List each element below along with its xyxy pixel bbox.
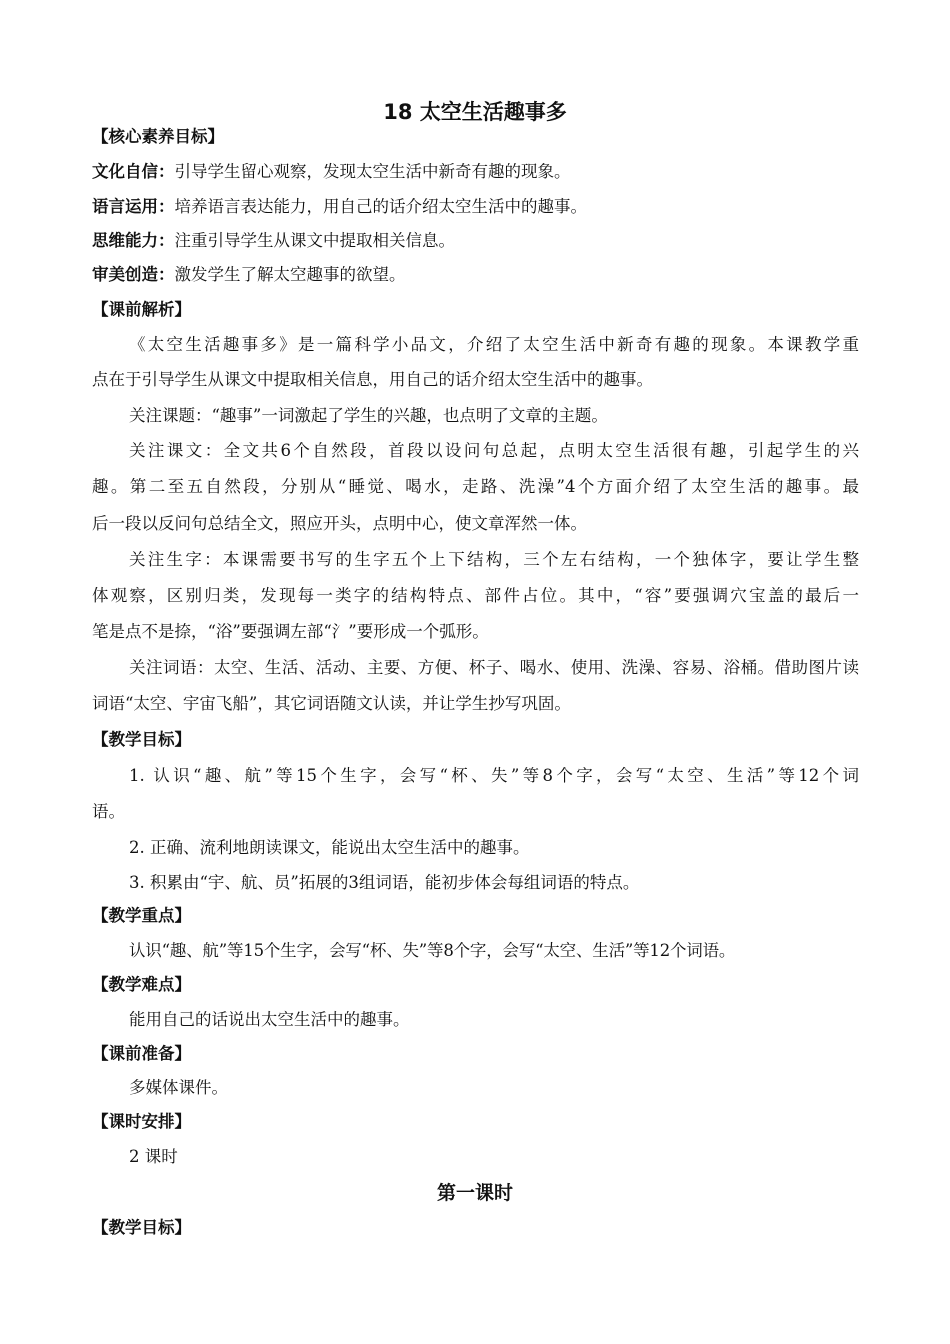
analysis-line: 趣。第二至五自然段，分别从“睡觉、喝水，走路、洗澡”4个方面介绍了太空生活的趣事。最 — [92, 477, 859, 496]
core-goal-aesthetic — [92, 263, 882, 287]
analysis-line: 关注课文：全文共6个自然段，首段以设问句总起，点明太空生活很有趣，引起学生的兴 — [129, 441, 859, 460]
lesson-goals-heading: 【教学目标】 — [92, 1218, 191, 1237]
difficulties-heading: 【教学难点】 — [92, 975, 191, 994]
analysis-line: 后一段以反问句总结全文，照应开头，点明中心，使文章浑然一体。 — [92, 514, 587, 533]
core-goal-language — [92, 195, 882, 219]
core-goals-heading: 【核心素养目标】 — [92, 127, 224, 146]
core-goal-label: 思维能力： — [92, 231, 175, 250]
difficulties-text: 能用自己的话说出太空生活中的趣事。 — [129, 1010, 410, 1029]
core-goal-label: 语言运用： — [92, 197, 175, 216]
lesson-title: 第一课时 — [436, 1182, 513, 1204]
core-goal-label: 审美创造： — [92, 265, 175, 284]
teaching-goal-item: 1. 认识“趣、航”等15个生字，会写“杯、失”等8个字，会写“太空、生活”等12个词 — [129, 766, 859, 785]
teaching-goal-item: 3. 积累由“宇、航、员”拓展的3组词语，能初步体会每组词语的特点。 — [129, 873, 640, 892]
analysis-line: 关注词语：太空、生活、活动、主要、方便、杯子、喝水、使用、洗澡、容易、浴桶。借助图片读 — [129, 658, 859, 677]
schedule-heading: 【课时安排】 — [92, 1112, 191, 1131]
analysis-line: 笔是点不是捺，“浴”要强调左部“氵”要形成一个弧形。 — [92, 622, 489, 641]
analysis-line: 点在于引导学生从课文中提取相关信息，用自己的话介绍太空生活中的趣事。 — [92, 370, 653, 389]
core-goal-culture — [92, 160, 882, 184]
key-points-heading: 【教学重点】 — [92, 906, 191, 925]
analysis-line: 关注课题：“趣事”一词激起了学生的兴趣，也点明了文章的主题。 — [129, 406, 608, 425]
core-goal-text: 注重引导学生从课文中提取相关信息。 — [174, 231, 455, 250]
key-points-text: 认识“趣、航”等15个生字，会写“杯、失”等8个字，会写“太空、生活”等12个词语。 — [129, 941, 736, 960]
core-goal-text: 激发学生了解太空趣事的欲望。 — [174, 265, 406, 284]
teaching-goal-item: 语。 — [92, 802, 125, 821]
page-title: 18 太空生活趣事多 — [383, 100, 567, 124]
teaching-goals-heading: 【教学目标】 — [92, 730, 191, 749]
preparation-text: 多媒体课件。 — [129, 1078, 228, 1097]
core-goal-label: 文化自信： — [92, 162, 175, 181]
analysis-line: 词语“太空、宇宙飞船”，其它词语随文认读，并让学生抄写巩固。 — [92, 694, 571, 713]
core-goal-thinking — [92, 229, 882, 253]
analysis-line: 体观察，区别归类，发现每一类字的结构特点、部件占位。其中，“容”要强调穴宝盖的最后一 — [92, 586, 859, 605]
analysis-line: 关注生字：本课需要书写的生字五个上下结构，三个左右结构，一个独体字，要让学生整 — [129, 550, 859, 569]
preparation-heading: 【课前准备】 — [92, 1044, 191, 1063]
analysis-heading: 【课前解析】 — [92, 300, 191, 319]
analysis-line: 《太空生活趣事多》是一篇科学小品文，介绍了太空生活中新奇有趣的现象。本课教学重 — [129, 335, 859, 354]
core-goal-text: 引导学生留心观察，发现太空生活中新奇有趣的现象。 — [174, 162, 571, 181]
core-goal-text: 培养语言表达能力，用自己的话介绍太空生活中的趣事。 — [174, 197, 587, 216]
teaching-goal-item: 2. 正确、流利地朗读课文，能说出太空生活中的趣事。 — [129, 838, 530, 857]
schedule-text: 2 课时 — [129, 1147, 178, 1166]
